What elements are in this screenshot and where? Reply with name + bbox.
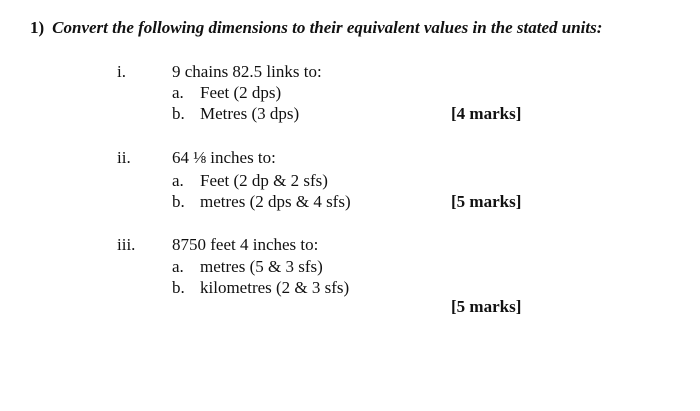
part-i-stem: 9 chains 82.5 links to: — [172, 62, 322, 81]
part-iii-numeral: iii. — [117, 235, 136, 254]
part-ii-marks: [5 marks] — [451, 192, 522, 211]
part-ii-sub-a — [172, 171, 328, 191]
sub-text: Feet (2 dp & 2 sfs) — [200, 171, 328, 190]
sub-text: metres (2 dps & 4 sfs) — [200, 192, 351, 211]
part-iii-sub-a — [172, 257, 323, 277]
part-ii-stem: 64 ⅛ inches to: — [172, 148, 276, 167]
question-heading — [30, 18, 602, 38]
sub-letter: a. — [172, 257, 184, 276]
part-i-marks: [4 marks] — [451, 104, 522, 123]
sub-letter: b. — [172, 192, 185, 211]
sub-letter: b. — [172, 104, 185, 123]
part-ii-sub-b — [172, 192, 351, 212]
sub-text: Metres (3 dps) — [200, 104, 300, 123]
part-i-sub-a — [172, 83, 281, 103]
sub-text: metres (5 & 3 sfs) — [200, 257, 323, 276]
part-iii-marks: [5 marks] — [451, 297, 522, 316]
sub-letter: a. — [172, 83, 184, 102]
sub-letter: b. — [172, 278, 185, 297]
part-iii-sub-b — [172, 278, 349, 298]
part-i-sub-b — [172, 104, 299, 124]
sub-text: Feet (2 dps) — [200, 83, 282, 102]
part-iii-stem: 8750 feet 4 inches to: — [172, 235, 319, 254]
part-i-numeral: i. — [117, 62, 126, 81]
question-number: 1) — [30, 18, 45, 37]
question-text: Convert the following dimensions to their equivalent values in the stated units: — [52, 18, 603, 37]
sub-text: kilometres (2 & 3 sfs) — [200, 278, 350, 297]
part-ii-numeral: ii. — [117, 148, 131, 167]
sub-letter: a. — [172, 171, 184, 190]
